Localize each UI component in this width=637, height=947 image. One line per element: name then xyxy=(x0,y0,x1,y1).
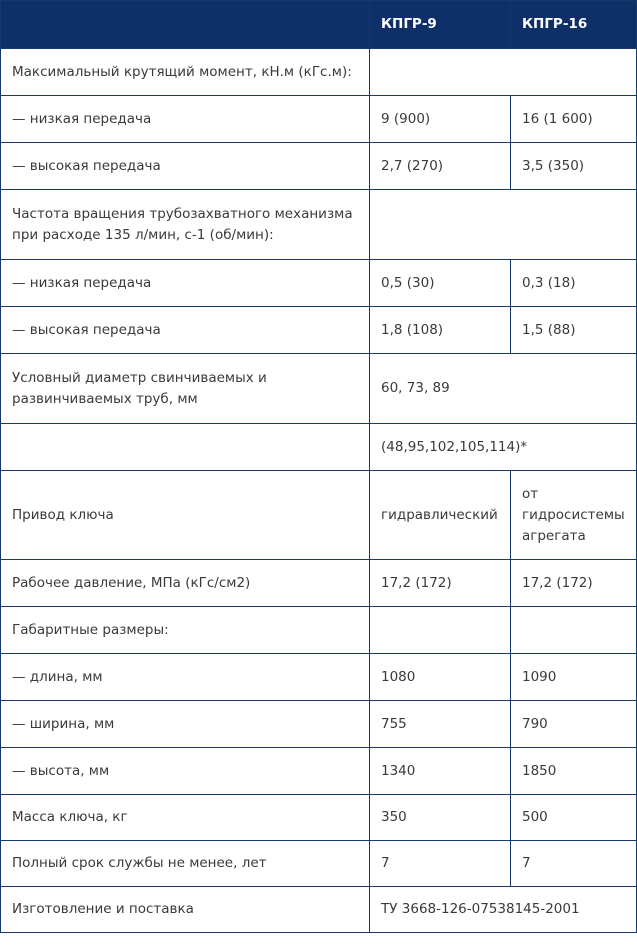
row-label: — высота, мм xyxy=(1,748,370,795)
value-kpgr-16: 16 (1 600) xyxy=(511,96,637,143)
table-row xyxy=(1,96,637,143)
row-label: Габаритные размеры: xyxy=(1,607,370,654)
table-row xyxy=(1,841,637,887)
row-value xyxy=(370,190,637,260)
row-label: Масса ключа, кг xyxy=(1,795,370,841)
table-header-row xyxy=(1,1,637,49)
row-label: Условный диаметр свинчиваемых и развинчиваемых труб, мм xyxy=(1,354,370,424)
value-kpgr-16: от гидросистемы агрегата xyxy=(511,471,637,560)
value-kpgr-9 xyxy=(370,607,511,654)
row-label: Полный срок службы не менее, лет xyxy=(1,841,370,887)
merged-value: 60, 73, 89 xyxy=(370,354,637,424)
row-label: Изготовление и поставка xyxy=(1,887,370,933)
table-row xyxy=(1,354,637,424)
merged-value: (48,95,102,105,114)* xyxy=(370,424,637,471)
value-kpgr-16: 1090 xyxy=(511,654,637,701)
table-row xyxy=(1,143,637,190)
value-kpgr-16: 500 xyxy=(511,795,637,841)
row-label: Привод ключа xyxy=(1,471,370,560)
value-kpgr-16: 3,5 (350) xyxy=(511,143,637,190)
header-cell-parameter xyxy=(1,1,370,49)
row-label: Максимальный крутящий момент, кН.м (кГс.м): xyxy=(1,49,370,96)
value-kpgr-16: 17,2 (172) xyxy=(511,560,637,607)
table-row xyxy=(1,795,637,841)
value-kpgr-9: 1,8 (108) xyxy=(370,307,511,354)
row-value xyxy=(370,49,637,96)
value-kpgr-9: 9 (900) xyxy=(370,96,511,143)
table-row xyxy=(1,424,637,471)
table-row xyxy=(1,307,637,354)
value-kpgr-16 xyxy=(511,607,637,654)
table-row xyxy=(1,748,637,795)
row-label xyxy=(1,424,370,471)
row-label: — длина, мм xyxy=(1,654,370,701)
value-kpgr-16: 1,5 (88) xyxy=(511,307,637,354)
table-row xyxy=(1,701,637,748)
value-kpgr-9: 2,7 (270) xyxy=(370,143,511,190)
value-kpgr-16: 790 xyxy=(511,701,637,748)
value-kpgr-9: 755 xyxy=(370,701,511,748)
value-kpgr-16: 1850 xyxy=(511,748,637,795)
table-row xyxy=(1,260,637,307)
value-kpgr-9: 350 xyxy=(370,795,511,841)
table-row xyxy=(1,471,637,560)
row-label: Частота вращения трубозахватного механизма при расходе 135 л/мин, с-1 (об/мин): xyxy=(1,190,370,260)
row-label: Рабочее давление, МПа (кГс/см2) xyxy=(1,560,370,607)
table-row xyxy=(1,190,637,260)
table-row xyxy=(1,560,637,607)
value-kpgr-9: 1340 xyxy=(370,748,511,795)
header-cell-kpgr-9: КПГР-9 xyxy=(370,1,511,49)
value-kpgr-9: 0,5 (30) xyxy=(370,260,511,307)
row-label: — высокая передача xyxy=(1,143,370,190)
table-row xyxy=(1,607,637,654)
table-row xyxy=(1,49,637,96)
value-kpgr-9: 17,2 (172) xyxy=(370,560,511,607)
row-label: — низкая передача xyxy=(1,260,370,307)
value-kpgr-9: гидравлический xyxy=(370,471,511,560)
row-label: — высокая передача xyxy=(1,307,370,354)
table-row xyxy=(1,887,637,933)
row-label: — низкая передача xyxy=(1,96,370,143)
table-row xyxy=(1,654,637,701)
value-kpgr-9: 1080 xyxy=(370,654,511,701)
value-kpgr-9: 7 xyxy=(370,841,511,887)
row-label: — ширина, мм xyxy=(1,701,370,748)
merged-value: ТУ 3668-126-07538145-2001 xyxy=(370,887,637,933)
value-kpgr-16: 0,3 (18) xyxy=(511,260,637,307)
header-cell-kpgr-16: КПГР-16 xyxy=(511,1,637,49)
value-kpgr-16: 7 xyxy=(511,841,637,887)
